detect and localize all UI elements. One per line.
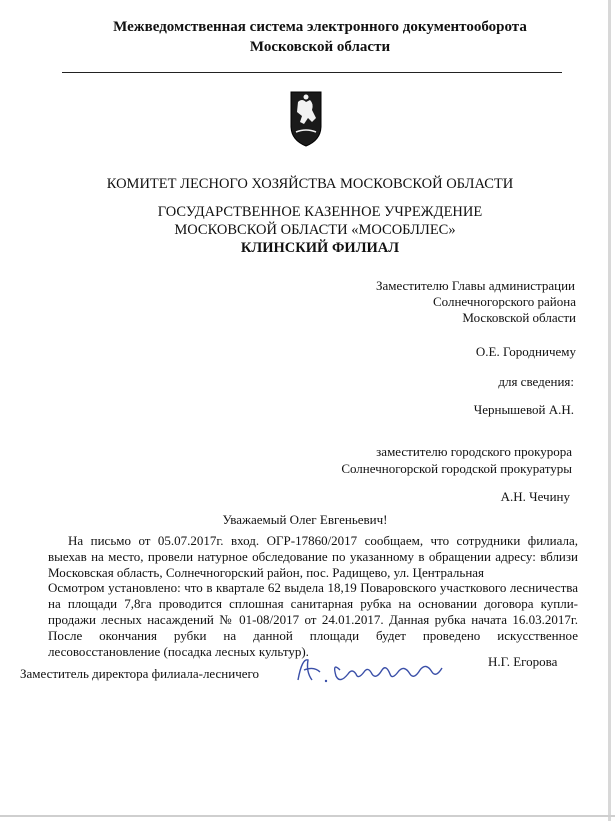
institution-line1: ГОСУДАРСТВЕННОЕ КАЗЕННОЕ УЧРЕЖДЕНИЕ: [157, 204, 483, 220]
signatory-name: Н.Г. Егорова: [488, 654, 558, 669]
cc2-line2: Солнечногорской городской прокуратуры: [341, 461, 572, 476]
addressee-line1: Заместителю Главы администрации: [375, 278, 575, 293]
scan-edge: [608, 0, 611, 821]
cc-label: для сведения:: [498, 374, 574, 389]
addressee-name: О.Е. Городничему: [475, 344, 576, 359]
cc2-line1: заместителю городского прокурора: [376, 444, 572, 459]
signatory-position: Заместитель директора филиала-лесничего: [20, 666, 260, 681]
system-header-line2: Московской области: [249, 39, 391, 55]
institution-line2: МОСКОВСКОЙ ОБЛАСТИ «МОСОБЛЛЕС»: [174, 222, 456, 238]
cc2-name: А.Н. Чечину: [500, 489, 570, 504]
scan-bottom-edge: [0, 815, 615, 817]
addressee-line3: Московской области: [462, 310, 576, 325]
moscow-oblast-emblem-icon: [288, 88, 324, 148]
addressee-line2: Солнечногорского района: [432, 294, 576, 309]
letter-paragraph-2: Осмотром установлено: что в квартале 62 выдела 18,19 Поваровского участкового лесничества на площади 7,8га проводится сплошная санитарная рубка на основании договора купли-продажи лесных насаждений № 01-08/2017 от 24.01.2017. Данная рубка начата 16.03.2017г. После окончания рубки на данной площади будет проведено искусственное лесовосстановление (посадка лесных культур).: [48, 580, 578, 659]
letter-body: [48, 533, 578, 659]
salutation: Уважаемый Олег Евгеньевич!: [222, 512, 388, 527]
handwritten-signature: [292, 650, 452, 690]
system-header-line1: Межведомственная система электронного документооборота: [113, 19, 527, 35]
letter-paragraph-1: На письмо от 05.07.2017г. вход. ОГР-17860/2017 сообщаем, что сотрудники филиала, выехав на место, провели натурное обследование по указанному в обращении адресу: вблизи Московская область, Солнечногорский район, пос. Радищево, ул. Центральная: [48, 533, 578, 580]
cc1-name: Чернышевой А.Н.: [473, 402, 574, 417]
committee-name: КОМИТЕТ ЛЕСНОГО ХОЗЯЙСТВА МОСКОВСКОЙ ОБЛАСТИ: [106, 176, 514, 192]
branch-name: КЛИНСКИЙ ФИЛИАЛ: [240, 240, 400, 256]
header-divider: [62, 72, 562, 73]
